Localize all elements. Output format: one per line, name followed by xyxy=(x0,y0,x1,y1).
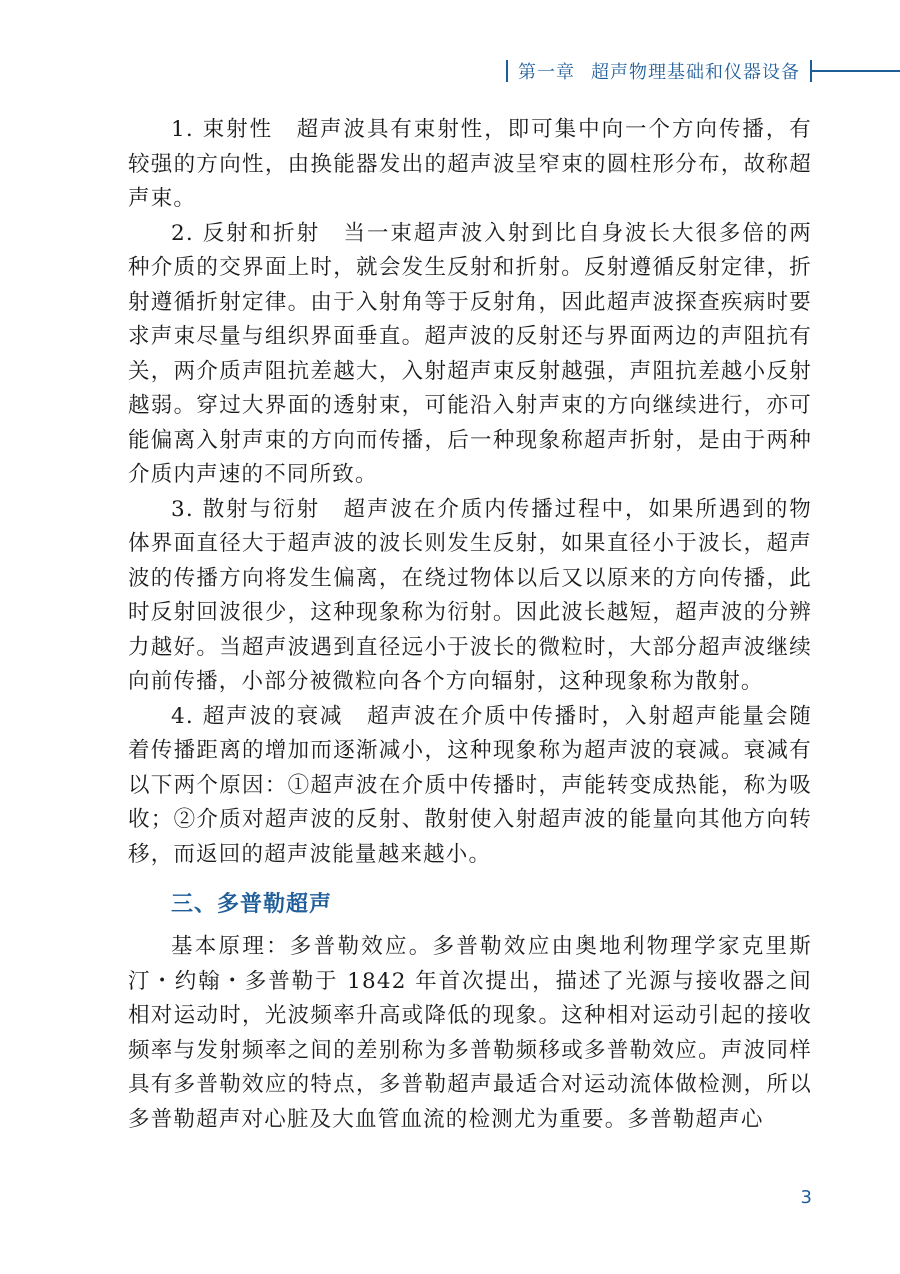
running-header xyxy=(506,56,900,86)
paragraph-beam: 1. 束射性 超声波具有束射性，即可集中向一个方向传播，有较强的方向性，由换能器发出的超声波呈窄束的圆柱形分布，故称超声束。 xyxy=(128,117,812,211)
section-heading-doppler: 三、多普勒超声 xyxy=(171,892,333,917)
page-body xyxy=(128,113,812,1137)
paragraph-attenuation: 4. 超声波的衰减 超声波在介质中传播时，入射超声能量会随着传播距离的增加而逐渐减小，这种现象称为超声波的衰减。衰减有以下两个原因：①超声波在介质中传播时，声能转变成热能，称为吸收；②介质对超声波的反射、散射使入射超声波的能量向其他方向转移，而返回的超声波能量越来越小。 xyxy=(128,703,812,867)
paragraph-scattering-diffraction: 3. 散射与衍射 超声波在介质内传播过程中，如果所遇到的物体界面直径大于超声波的波长则发生反射，如果直径小于波长，超声波的传播方向将发生偏离，在绕过物体以后又以原来的方向传播，此时反射回波很少，这种现象称为衍射。因此波长越短，超声波的分辨力越好。当超声波遇到直径远小于波长的微粒时，大部分超声波继续向前传播，小部分被微粒向各个方向辐射，这种现象称为散射。 xyxy=(128,496,812,694)
header-rule xyxy=(812,70,900,72)
header-chapter-label: 第一章 xyxy=(518,62,575,83)
paragraph-reflection-refraction: 2. 反射和折射 当一束超声波入射到比自身波长大很多倍的两种介质的交界面上时，就会发生反射和折射。反射遵循反射定律，折射遵循折射定律。由于入射角等于反射角，因此超声波探查疾病时要求声束尽量与组织界面垂直。超声波的反射还与界面两边的声阻抗有关，两介质声阻抗差越大，入射超声束反射越强，声阻抗差越小反射越弱。穿过大界面的透射束，可能沿入射声束的方向继续进行，亦可能偏离入射声束的方向而传播，后一种现象称超声折射，是由于两种介质内声速的不同所致。 xyxy=(128,220,812,487)
paragraph-doppler-principle: 基本原理：多普勒效应。多普勒效应由奥地利物理学家克里斯汀・约翰・多普勒于 1842 年首次提出，描述了光源与接收器之间相对运动时，光波频率升高或降低的现象。这种相对运动引起的接收频率与发射频率之间的差别称为多普勒频移或多普勒效应。声波同样具有多普勒效应的特点，多普勒超声最适合对运动流体做检测，所以多普勒超声对心脏及大血管血流的检测尤为重要。多普勒超声心 xyxy=(128,934,812,1132)
page-number: 3 xyxy=(800,1187,812,1208)
header-chapter-title: 超声物理基础和仪器设备 xyxy=(591,62,800,83)
